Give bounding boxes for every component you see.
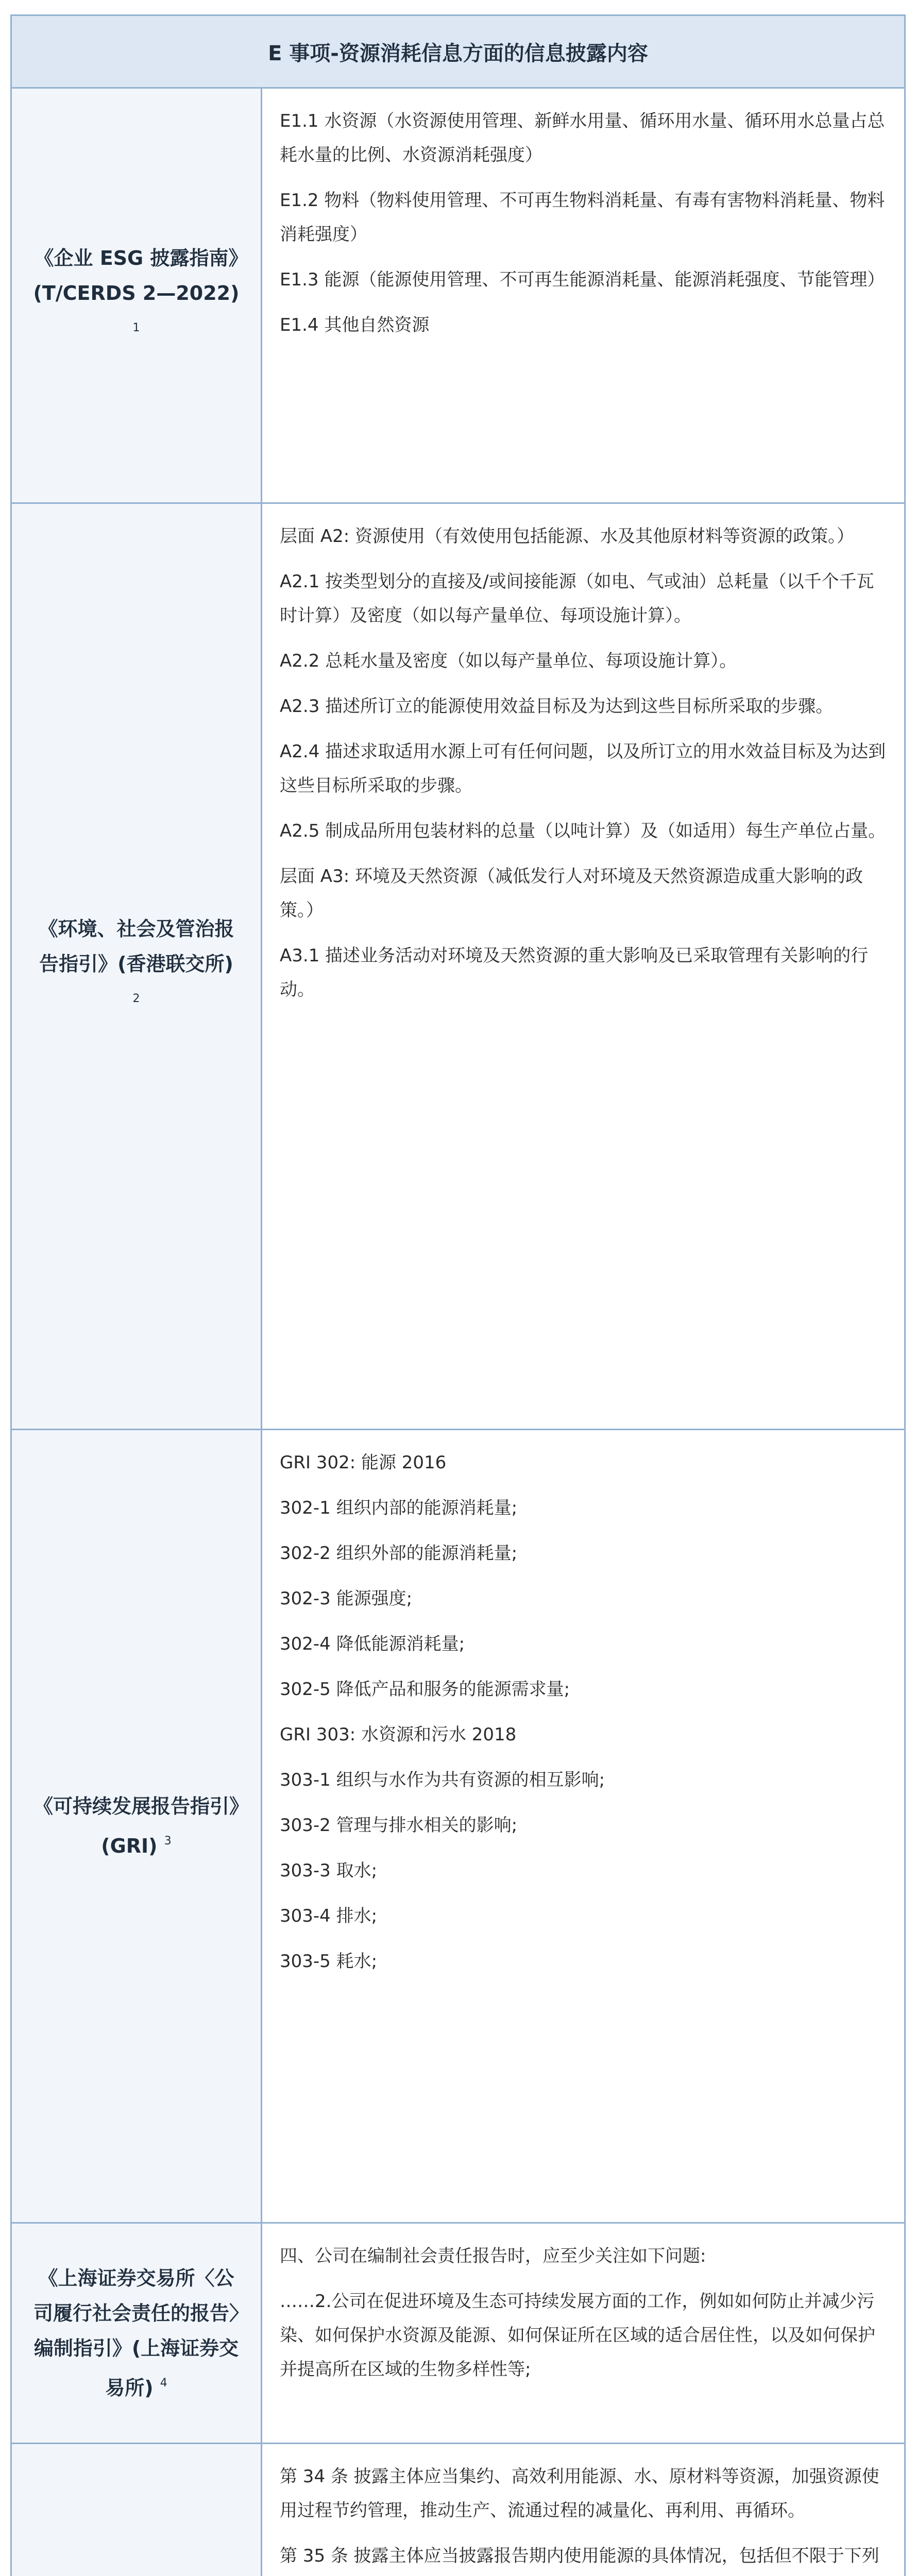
list-item: E1.3 能源（能源使用管理、不可再生能源消耗量、能源消耗强度、节能管理） <box>280 269 885 290</box>
footnote-marker: 2 <box>132 992 140 1005</box>
list-item: A2.3 描述所订立的能源使用效益目标及为达到这些目标所采取的步骤。 <box>280 696 834 717</box>
list-item: A2.4 描述求取适用水源上可有任何问题，以及所订立的用水效益目标及为达到这些目标所采取的步骤。 <box>280 741 886 796</box>
disclosure-table <box>10 14 906 2576</box>
source-title: 《可持续发展报告指引》(GRI) $^3$ <box>33 1795 239 1857</box>
list-item: 303-4 排水; <box>280 1906 378 1926</box>
list-item: E1.2 物料（物料使用管理、不可再生物料消耗量、有毒有害物料消耗量、物料消耗强度） <box>280 190 885 245</box>
list-item: 303-2 管理与排水相关的影响; <box>280 1815 518 1836</box>
list-item: 302-5 降低产品和服务的能源需求量; <box>280 1679 570 1700</box>
list-item: 四、公司在编制社会责任报告时，应至少关注如下问题: <box>280 2246 706 2266</box>
footnote-marker: 3 <box>164 1835 172 1848</box>
source-title: 《上海证券交易所〈公司履行社会责任的报告〉编制指引》(上海证券交易所) $^4$ <box>33 2267 239 2399</box>
list-item: A3.1 描述业务活动对环境及天然资源的重大影响及已采取管理有关影响的行动。 <box>280 945 869 1000</box>
footnote-marker: 4 <box>160 2377 167 2389</box>
list-item: 303-1 组织与水作为共有资源的相互影响; <box>280 1770 605 1790</box>
table-row <box>12 2224 904 2444</box>
source-cell <box>12 1430 262 2222</box>
table-row <box>12 2444 904 2576</box>
list-item: 302-3 能源强度; <box>280 1588 413 1609</box>
list-item: 303-3 取水; <box>280 1860 378 1881</box>
list-item: 303-5 耗水; <box>280 1951 378 1972</box>
table-row <box>12 504 904 1430</box>
list-item: 层面 A3: 环境及天然资源（减低发行人对环境及天然资源造成重大影响的政策。） <box>280 866 863 921</box>
list-item: A2.1 按类型划分的直接及/或间接能源（如电、气或油）总耗量（以千个千瓦时计算）及密度（如以每产量单位、每项设施计算）。 <box>280 571 874 626</box>
source-cell <box>12 2224 262 2443</box>
list-item: 第 34 条 披露主体应当集约、高效利用能源、水、原材料等资源，加强资源使用过程节约管理，推动生产、流通过程的减量化、再利用、再循环。 <box>280 2466 879 2521</box>
source-title: 《企业 ESG 披露指南》(T/CERDS 2—2022) $^1$ <box>33 247 240 334</box>
content-cell <box>262 2224 904 2443</box>
list-item: GRI 302: 能源 2016 <box>280 1452 447 1473</box>
list-item: 第 35 条 披露主体应当披露报告期内使用能源的具体情况，包括但不限于下列 <box>280 2546 879 2566</box>
list-item: 302-1 组织内部的能源消耗量; <box>280 1498 518 1518</box>
list-item: 302-4 降低能源消耗量; <box>280 1634 465 1654</box>
list-item: E1.1 水资源（水资源使用管理、新鲜水用量、循环用水量、循环用水总量占总耗水量的比例、水资源消耗强度） <box>280 111 885 165</box>
content-cell <box>262 89 904 502</box>
source-title: 《环境、社会及管治报告指引》(香港联交所) $^2$ <box>38 918 234 1005</box>
source-cell <box>12 2444 262 2576</box>
list-item: E1.4 其他自然资源 <box>280 315 430 335</box>
list-item: A2.2 总耗水量及密度（如以每产量单位、每项设施计算）。 <box>280 651 737 671</box>
list-item: GRI 303: 水资源和污水 2018 <box>280 1724 517 1745</box>
content-cell <box>262 2444 904 2576</box>
content-cell <box>262 504 904 1429</box>
content-cell <box>262 1430 904 2222</box>
list-item: A2.5 制成品所用包装材料的总量（以吨计算）及（如适用）每生产单位占量。 <box>280 821 886 841</box>
source-cell <box>12 504 262 1429</box>
source-cell <box>12 89 262 502</box>
table-header: E 事项-资源消耗信息方面的信息披露内容 <box>12 16 904 89</box>
list-item: 层面 A2: 资源使用（有效使用包括能源、水及其他原材料等资源的政策。） <box>280 526 854 547</box>
list-item: ……2.公司在促进环境及生态可持续发展方面的工作，例如如何防止并减少污染、如何保护水资源及能源、如何保证所在区域的适合居住性，以及如何保护并提高所在区域的生物多样性等; <box>280 2291 875 2380</box>
footnote-marker: 1 <box>132 321 140 334</box>
table-row <box>12 1430 904 2224</box>
list-item: 302-2 组织外部的能源消耗量; <box>280 1543 518 1564</box>
table-row <box>12 89 904 504</box>
